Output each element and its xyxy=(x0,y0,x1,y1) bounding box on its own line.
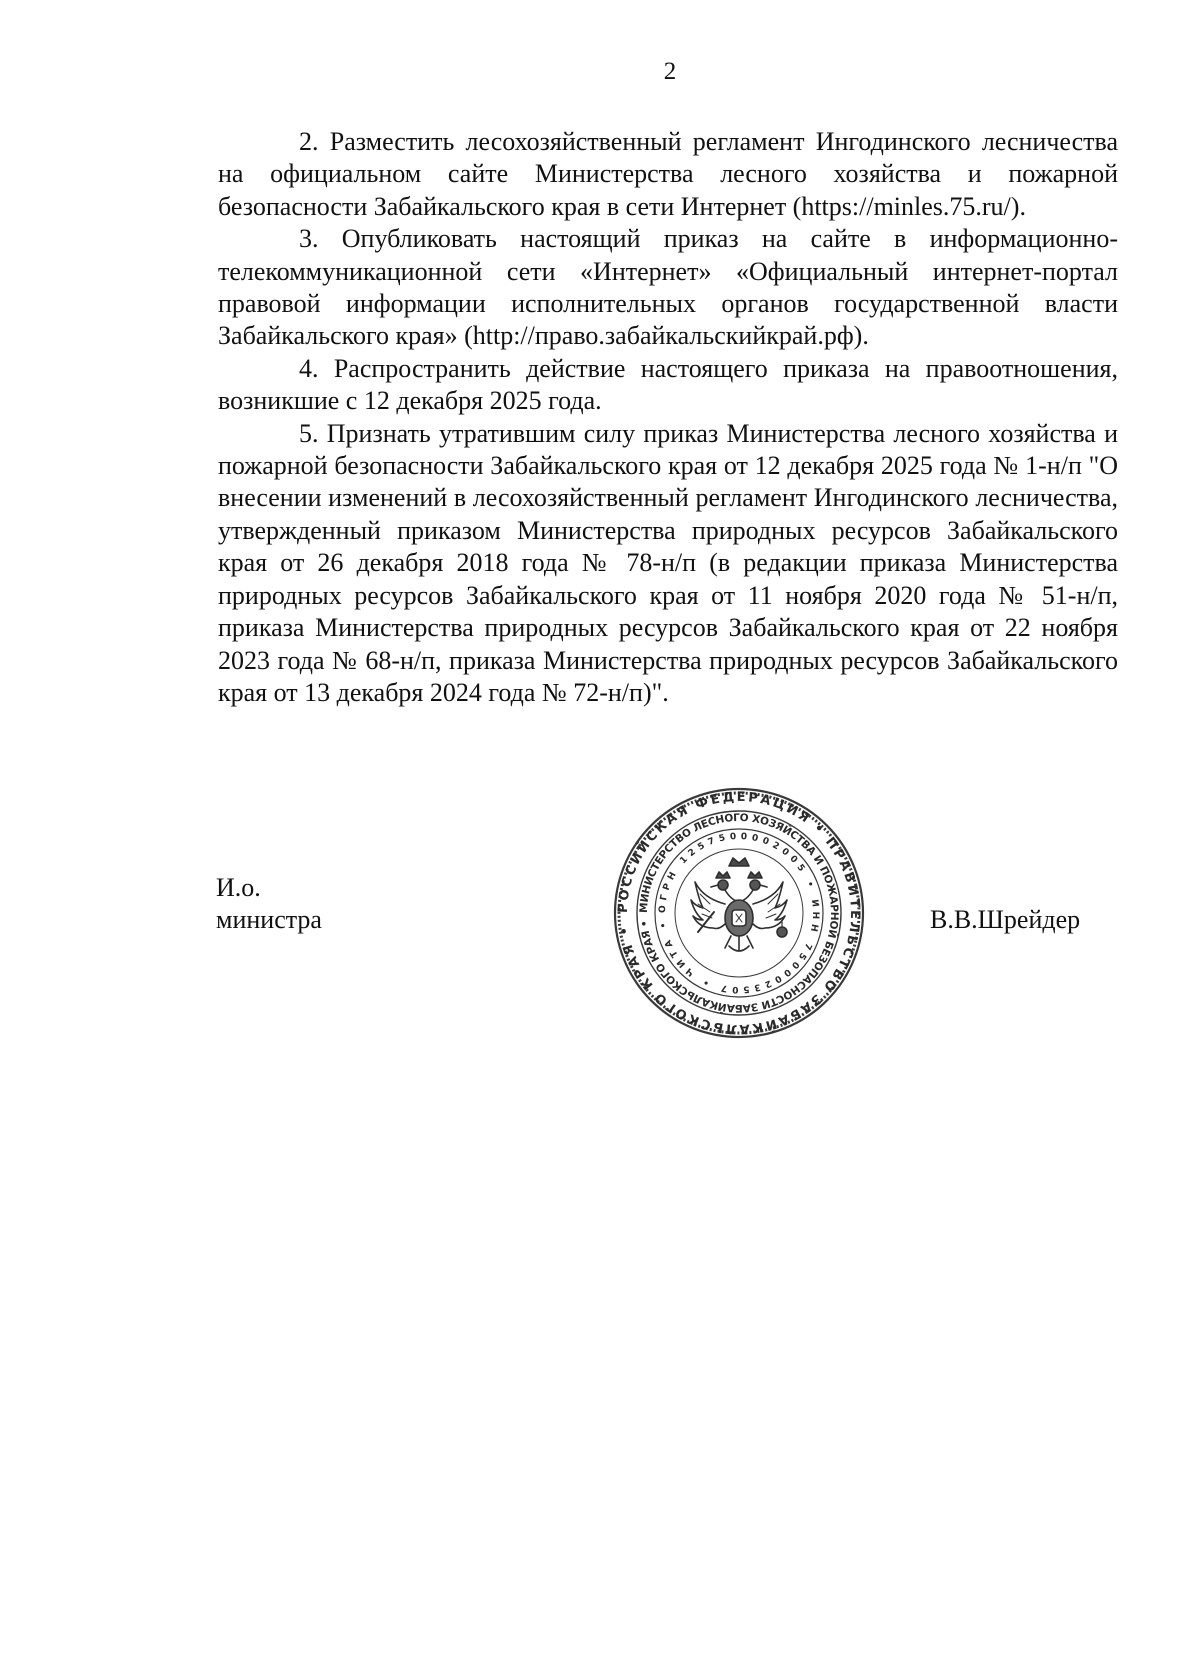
stamp-inner-text: ОГРН 1257500002005 • ИНН 7500023507 • ЧИТА • xyxy=(657,831,821,995)
signatory-title xyxy=(216,872,322,936)
stamp-middle-text: МИНИСТЕРСТВО ЛЕСНОГО ХОЗЯЙСТВА И ПОЖАРНОЙ БЕЗОПАСНОСТИ ЗАБАЙКАЛЬСКОГО КРАЯ • xyxy=(637,811,841,1015)
signatory-name: В.В.Шрейдер xyxy=(930,905,1081,934)
official-seal-stamp xyxy=(612,786,866,1040)
coat-of-arms-icon xyxy=(691,858,787,951)
paragraph-5: 5. Признать утратившим силу приказ Министерства лесного хозяйства и пожарной безопасности Забайкальского края от 12 декабря 2025 года № 1-н/п "О внесении изменений в лесохозяйственный регламент Ингодинского лесничества, утвержденный приказом Министерства природных ресурсов Забайкальского края от 26 декабря 2018 года № 78-н/п (в редакции приказа Министерства природных ресурсов Забайкальского края от 11 ноября 2020 года № 51-н/п, приказа Министерства природных ресурсов Забайкальского края от 22 ноября 2023 года № 68-н/п, приказа Министерства природных ресурсов Забайкальского края от 13 декабря 2024 года № 72-н/п)". xyxy=(218,418,1118,707)
stamp-outer-text: РОССИЙСКАЯ ФЕДЕРАЦИЯ • ПРАВИТЕЛЬСТВО ЗАБАЙКАЛЬСКОГО КРАЯ • xyxy=(615,789,863,1037)
signatory-title-line1: И.о. xyxy=(216,873,261,902)
paragraph-2: 2. Разместить лесохозяйственный регламент Ингодинского лесничества на официальном сайте Министерства лесного хозяйства и пожарной безопасности Забайкальского края в сети Интернет (https://minles.75.ru/). xyxy=(218,127,1118,221)
paragraph-3: 3. Опубликовать настоящий приказ на сайте в информационно-телекоммуникационной сети «Интернет» «Официальный интернет-портал правовой информации исполнительных органов государственной власти Забайкальского края» (http://право.забайкальскийкрай.рф). xyxy=(218,224,1118,351)
document-body xyxy=(218,126,1118,709)
signatory-title-line2: министра xyxy=(216,905,322,934)
paragraph-4: 4. Распространить действие настоящего приказа на правоотношения, возникшие с 12 декабря 2025 года. xyxy=(218,353,1118,416)
page-number: 2 xyxy=(663,58,677,85)
